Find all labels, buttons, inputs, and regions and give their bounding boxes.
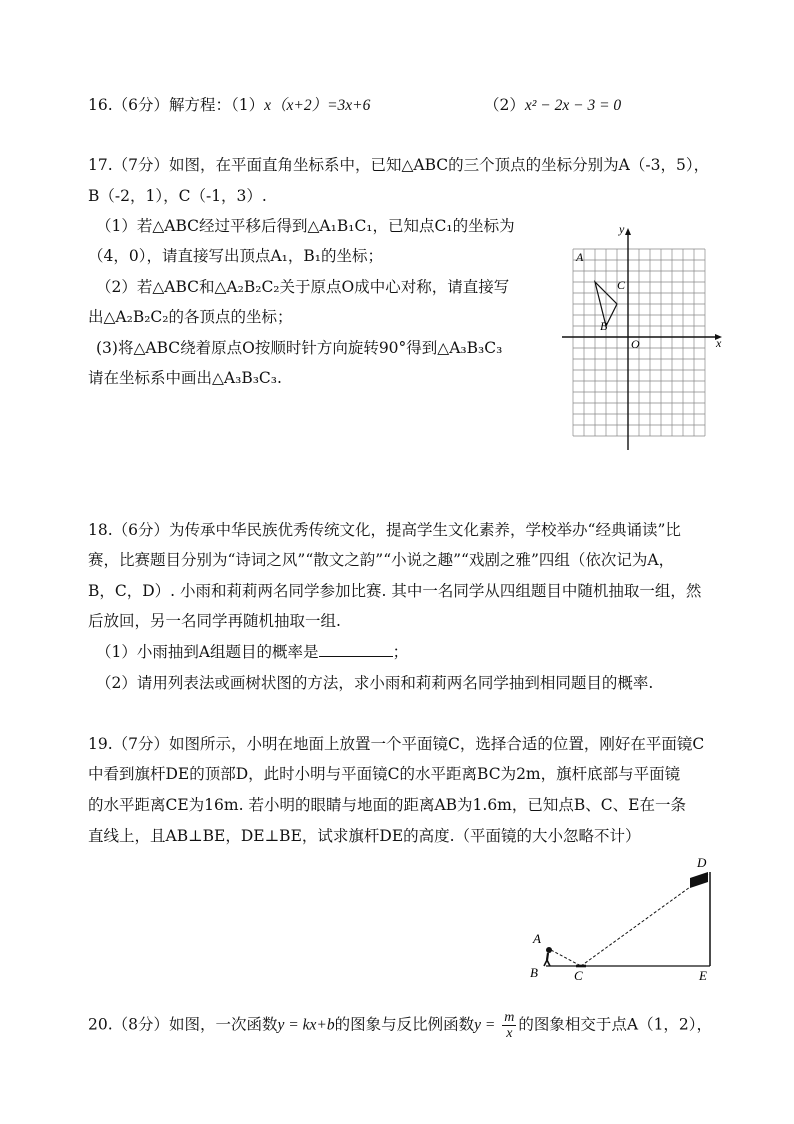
q18-line-3: B，C，D）. 小雨和莉莉两名同学参加比赛. 其中一名同学从四组题目中随机抽取一组，然 <box>88 582 702 600</box>
point-d-label: D <box>697 855 707 870</box>
fraction-numerator: m <box>504 1010 515 1025</box>
q18-part1-end: ； <box>392 643 409 661</box>
x-axis-label: x <box>716 336 722 350</box>
q18-line-1: 18.（6分）为传承中华民族优秀传统文化，提高学生文化素养，学校举办“经典诵读”比 <box>88 521 681 539</box>
y-axis-arrow <box>625 228 631 235</box>
point-a-label: A <box>576 250 584 264</box>
q17-line-1: 17.（7分）如图，在平面直角坐标系中，已知△ABC的三个顶点的坐标分别为A（-3，5）， <box>88 156 710 174</box>
flagpole-figure <box>524 852 724 984</box>
q19-line-4: 直线上，且AB⊥BE，DE⊥BE，试求旗杆DE的高度.（平面镜的大小忽略不计） <box>88 827 641 845</box>
q19-line-2: 中看到旗杆DE的顶部D，此时小明与平面镜C的水平距离BC为2m，旗杆底部与平面镜 <box>88 765 681 783</box>
q16-part2-label: （2） <box>484 96 525 114</box>
point-a-label: A <box>533 931 541 946</box>
person-icon <box>544 947 552 966</box>
q16-line <box>88 95 370 116</box>
q20-line <box>88 1010 712 1041</box>
q17-part2-line-1: （2）若△ABC和△A₂B₂C₂关于原点O成中心对称，请直接写 <box>96 278 510 296</box>
y-axis-label: y <box>619 222 625 236</box>
q18-part2: （2）请用列表法或画树状图的方法，求小雨和莉莉两名同学抽到相同题目的概率. <box>96 674 654 692</box>
q17-part1-line-2: （4，0），请直接写出顶点A₁，B₁的坐标； <box>88 247 383 265</box>
coordinate-grid-figure <box>560 220 730 452</box>
origin-label: O <box>631 337 640 351</box>
q17-part1-line-1: （1）若△ABC经过平移后得到△A₁B₁C₁，已知点C₁的坐标为 <box>96 217 515 235</box>
q18-part1-text: （1）小雨抽到A组题目的概率是 <box>96 643 319 661</box>
q16-number: 16.（6分）解方程：（1） <box>88 96 265 114</box>
inverse-function-lhs: y = <box>474 1016 496 1034</box>
q17-part3-line-1: (3)将△ABC绕着原点O按顺时针方向旋转90°得到△A₃B₃C₃ <box>96 339 503 357</box>
q18-part1 <box>96 642 408 662</box>
q16-equation-1: x（x+2）=3x+6 <box>264 97 371 114</box>
q20-prefix: 20.（8分）如图，一次函数 <box>88 1015 278 1034</box>
q20-middle: 的图象与反比例函数 <box>334 1015 475 1034</box>
point-e-label: E <box>699 968 707 983</box>
q17-part3-line-2: 请在坐标系中画出△A₃B₃C₃. <box>88 369 282 387</box>
point-c-label: C <box>617 278 626 292</box>
q16-equation-2: x² − 2x − 3 = 0 <box>524 97 622 114</box>
answer-blank <box>319 642 393 657</box>
point-c-label: C <box>574 968 583 983</box>
point-b-label: B <box>600 319 608 333</box>
fraction-m-over-x <box>502 1010 516 1041</box>
q20-suffix: 的图象相交于点A（1，2）， <box>518 1015 713 1034</box>
q19-line-1: 19.（7分）如图所示，小明在地面上放置一个平面镜C，选择合适的位置，刚好在平面镜C <box>88 735 705 753</box>
sight-line-cd <box>581 874 708 966</box>
q16-part2 <box>484 95 621 116</box>
q17-line-2: B（-2，1），C（-1，3）. <box>88 187 267 205</box>
fraction-denominator: x <box>506 1026 513 1041</box>
q19-line-3: 的水平距离CE为16m. 若小明的眼睛与地面的距离AB为1.6m，已知点B、C、E在一条 <box>88 796 686 814</box>
q18-line-4: 后放回，另一名同学再随机抽取一组. <box>88 612 341 630</box>
q18-line-2: 赛，比赛题目分别为“诗词之风”“散文之韵”“小说之趣”“戏剧之雅”四组（依次记为A， <box>88 551 675 569</box>
sight-line-ac <box>551 950 581 966</box>
q17-part2-line-2: 出△A₂B₂C₂的各顶点的坐标； <box>88 308 293 326</box>
point-b-label: B <box>530 965 538 980</box>
linear-function: y = kx+b <box>277 1016 335 1034</box>
